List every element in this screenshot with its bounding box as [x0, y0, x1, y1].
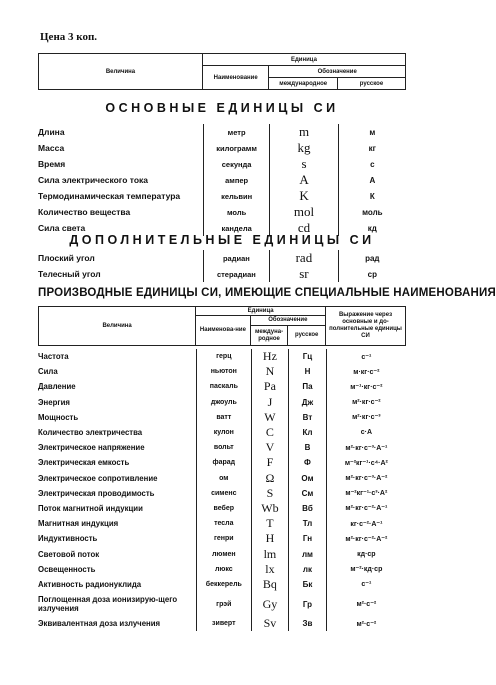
quantity-cell: Длина: [38, 127, 65, 137]
table-row: [38, 486, 406, 501]
table-row: [38, 172, 406, 188]
table-row: [38, 379, 406, 394]
table-row: [38, 455, 406, 470]
expression-cell: м⁻²кг⁻¹·с³·А²: [345, 490, 388, 498]
international-symbol-cell: N: [251, 364, 289, 379]
russian-symbol-cell: А: [369, 175, 376, 185]
russian-symbol-cell: Гн: [289, 531, 327, 546]
table-row: [38, 395, 406, 410]
russian-symbol-cell: рад: [365, 253, 380, 263]
quantity-cell: Электрическая емкость: [38, 458, 130, 468]
table-row: [38, 156, 406, 172]
unit-name-cell: ньютон: [196, 364, 251, 379]
unit-name-cell: стерадиан: [203, 266, 270, 282]
table-row: [38, 364, 406, 379]
quantity-cell: Телесный угол: [38, 269, 101, 279]
international-symbol-cell: Pa: [251, 379, 289, 394]
russian-symbol-cell: Тл: [289, 516, 327, 531]
expression-cell: м²·кг·с⁻²: [352, 399, 381, 407]
international-symbol-cell: F: [251, 455, 289, 470]
quantity-cell: Световой поток: [38, 549, 100, 559]
unit-name-cell: ом: [196, 471, 251, 486]
international-symbol-cell: s: [270, 156, 338, 172]
price-label: Цена 3 коп.: [40, 31, 98, 43]
quantity-cell: Давление: [38, 382, 76, 392]
unit-name-cell: вебер: [196, 501, 251, 516]
table-row: [38, 124, 406, 140]
expression-cell: м²·кг·с⁻³·А⁻²: [345, 475, 388, 483]
quantity-cell: Эквивалентная доза излучения: [38, 619, 161, 629]
unit-name-cell: паскаль: [196, 379, 251, 394]
expression-cell: м⁻²кг⁻¹·с⁴·А²: [344, 459, 388, 467]
table-row: [38, 546, 406, 561]
international-symbol-cell: C: [251, 425, 289, 440]
header2-quantity: Величина: [39, 307, 196, 346]
international-symbol-cell: T: [251, 516, 289, 531]
expression-cell: м²·кг·с⁻²·А⁻²: [345, 535, 388, 543]
russian-symbol-cell: с: [370, 159, 375, 169]
table-row: [38, 188, 406, 204]
unit-name-cell: килограмм: [203, 140, 270, 156]
table-row: [38, 592, 406, 616]
international-symbol-cell: lx: [251, 562, 289, 577]
expression-cell: м²·с⁻²: [356, 601, 377, 608]
international-symbol-cell: rad: [270, 250, 338, 266]
unit-name-cell: радиан: [203, 250, 270, 266]
unit-name-cell: люмен: [196, 546, 251, 561]
international-symbol-cell: m: [270, 124, 338, 140]
header-unit: Единица: [202, 54, 405, 66]
quantity-cell: Электрическое напряжение: [38, 443, 145, 453]
russian-symbol-cell: Н: [289, 364, 327, 379]
quantity-cell: Освещенность: [38, 564, 96, 574]
unit-name-cell: сименс: [196, 486, 251, 501]
international-symbol-cell: S: [251, 486, 289, 501]
derived-units-title: ПРОИЗВОДНЫЕ ЕДИНИЦЫ СИ, ИМЕЮЩИЕ СПЕЦИАЛЬНЫЕ НАИМЕНОВАНИЯ: [38, 287, 496, 299]
expression-cell: м²·кг·с⁻²·А⁻¹: [345, 505, 388, 513]
quantity-cell: Индуктивность: [38, 534, 98, 544]
unit-name-cell: ампер: [203, 172, 270, 188]
international-symbol-cell: kg: [270, 140, 338, 156]
russian-symbol-cell: Дж: [289, 395, 327, 410]
russian-symbol-cell: кг: [368, 143, 377, 153]
header2-expression: Выражение через основные и до-полнительные единицы СИ: [326, 307, 406, 346]
table-row: [38, 531, 406, 546]
unit-name-cell: кельвин: [203, 188, 270, 204]
quantity-cell: Магнитная индукция: [38, 519, 119, 529]
quantity-cell: Сила света: [38, 223, 86, 233]
russian-symbol-cell: моль: [362, 207, 383, 217]
header-quantity: Величина: [39, 54, 203, 90]
russian-symbol-cell: См: [289, 486, 327, 501]
table-row: [38, 425, 406, 440]
table-row: [38, 577, 406, 592]
international-symbol-cell: H: [251, 531, 289, 546]
unit-name-cell: моль: [203, 204, 270, 220]
header2-unit: Единица: [196, 307, 326, 316]
header-russian: русское: [337, 78, 405, 90]
unit-name-cell: грэй: [196, 592, 251, 616]
table-row: [38, 140, 406, 156]
table-row: [38, 204, 406, 220]
expression-cell: м²·кг·с⁻³: [352, 414, 381, 422]
quantity-cell: Электрическое сопротивление: [38, 473, 158, 483]
expression-cell: с⁻¹: [361, 353, 372, 361]
russian-symbol-cell: лк: [289, 562, 327, 577]
russian-symbol-cell: Вт: [289, 410, 327, 425]
table-row: [38, 616, 406, 631]
expression-cell: м⁻¹·кг·с⁻²: [350, 383, 383, 391]
header-designation: Обозначение: [269, 66, 406, 78]
header2-russian: русское: [288, 326, 326, 346]
unit-name-cell: метр: [203, 124, 270, 140]
quantity-cell: Мощность: [38, 412, 79, 422]
quantity-cell: Поглощенная доза ионизирую-щего излучения: [38, 595, 178, 613]
table-row: [38, 349, 406, 364]
international-symbol-cell: Sv: [251, 616, 289, 631]
table-row: [38, 516, 406, 531]
expression-cell: м⁻²·кд·ср: [350, 566, 383, 574]
quantity-cell: Сила электрического тока: [38, 175, 149, 185]
international-symbol-cell: J: [251, 395, 289, 410]
russian-symbol-cell: Гр: [289, 592, 327, 616]
unit-name-cell: беккерель: [196, 577, 251, 592]
header2-designation: Обозначение: [250, 316, 325, 326]
russian-symbol-cell: Кл: [289, 425, 327, 440]
header2-international: междуна-родное: [250, 326, 288, 346]
header-international: международное: [269, 78, 338, 90]
quantity-cell: Термодинамическая температура: [38, 191, 181, 201]
expression-cell: с⁻¹: [361, 581, 372, 589]
expression-cell: м²·с⁻²: [356, 620, 377, 628]
russian-symbol-cell: В: [289, 440, 327, 455]
russian-symbol-cell: Бк: [289, 577, 327, 592]
unit-name-cell: генри: [196, 531, 251, 546]
expression-cell: кд·ср: [357, 550, 376, 558]
international-symbol-cell: Wb: [251, 501, 289, 516]
international-symbol-cell: sr: [270, 266, 338, 282]
international-symbol-cell: A: [270, 172, 338, 188]
russian-symbol-cell: ср: [367, 269, 377, 279]
table-row: [38, 471, 406, 486]
unit-name-cell: люкс: [196, 562, 251, 577]
international-symbol-cell: V: [251, 440, 289, 455]
quantity-cell: Частота: [38, 352, 69, 362]
russian-symbol-cell: м: [369, 127, 376, 137]
quantity-cell: Энергия: [38, 397, 70, 407]
table-row: [38, 440, 406, 455]
quantity-cell: Электрическая проводимость: [38, 488, 155, 498]
unit-name-cell: зиверт: [196, 616, 251, 631]
quantity-cell: Поток магнитной индукции: [38, 503, 143, 513]
base-units-table: [38, 124, 406, 236]
derived-units-table: [38, 349, 406, 631]
unit-name-cell: фарад: [196, 455, 251, 470]
international-symbol-cell: mol: [270, 204, 338, 220]
quantity-cell: Активность радионуклида: [38, 579, 142, 589]
quantity-cell: Масса: [38, 143, 65, 153]
russian-symbol-cell: кд: [367, 223, 377, 233]
expression-cell: м·кг·с⁻²: [353, 368, 380, 376]
unit-name-cell: джоуль: [196, 395, 251, 410]
international-symbol-cell: lm: [251, 546, 289, 561]
supplementary-units-table: [38, 250, 406, 282]
base-table-header: [38, 53, 406, 90]
unit-name-cell: кулон: [196, 425, 251, 440]
unit-name-cell: тесла: [196, 516, 251, 531]
quantity-cell: Плоский угол: [38, 253, 95, 263]
quantity-cell: Количество электричества: [38, 428, 143, 438]
header-name: Наименование: [202, 66, 269, 90]
international-symbol-cell: Gy: [251, 592, 289, 616]
unit-name-cell: ватт: [196, 410, 251, 425]
expression-cell: с·А: [360, 429, 372, 437]
unit-name-cell: вольт: [196, 440, 251, 455]
international-symbol-cell: Ω: [251, 471, 289, 486]
unit-name-cell: кандела: [203, 220, 270, 236]
unit-name-cell: герц: [196, 349, 251, 364]
russian-symbol-cell: Ом: [289, 471, 327, 486]
russian-symbol-cell: Вб: [289, 501, 327, 516]
quantity-cell: Время: [38, 159, 66, 169]
derived-table-header: [38, 306, 406, 346]
russian-symbol-cell: Гц: [289, 349, 327, 364]
table-row: [38, 250, 406, 266]
table-row: [38, 410, 406, 425]
international-symbol-cell: W: [251, 410, 289, 425]
table-row: [38, 562, 406, 577]
expression-cell: м²·кг·с⁻³·А⁻¹: [345, 444, 388, 452]
russian-symbol-cell: лм: [289, 546, 327, 561]
unit-name-cell: секунда: [203, 156, 270, 172]
table-row: [38, 501, 406, 516]
base-units-title: ОСНОВНЫЕ ЕДИНИЦЫ СИ: [105, 101, 339, 115]
header2-name: Наименова-ние: [196, 316, 250, 346]
international-symbol-cell: Hz: [251, 349, 289, 364]
international-symbol-cell: cd: [270, 220, 338, 236]
russian-symbol-cell: Ф: [289, 455, 327, 470]
international-symbol-cell: K: [270, 188, 338, 204]
russian-symbol-cell: Па: [289, 379, 327, 394]
quantity-cell: Сила: [38, 367, 58, 377]
russian-symbol-cell: Зв: [289, 616, 327, 631]
russian-symbol-cell: К: [369, 191, 375, 201]
international-symbol-cell: Bq: [251, 577, 289, 592]
table-row: [38, 266, 406, 282]
supplementary-units-title: ДОПОЛНИТЕЛЬНЫЕ ЕДИНИЦЫ СИ: [69, 233, 375, 247]
expression-cell: кг·с⁻²·А⁻¹: [350, 520, 383, 528]
quantity-cell: Количество вещества: [38, 207, 131, 217]
